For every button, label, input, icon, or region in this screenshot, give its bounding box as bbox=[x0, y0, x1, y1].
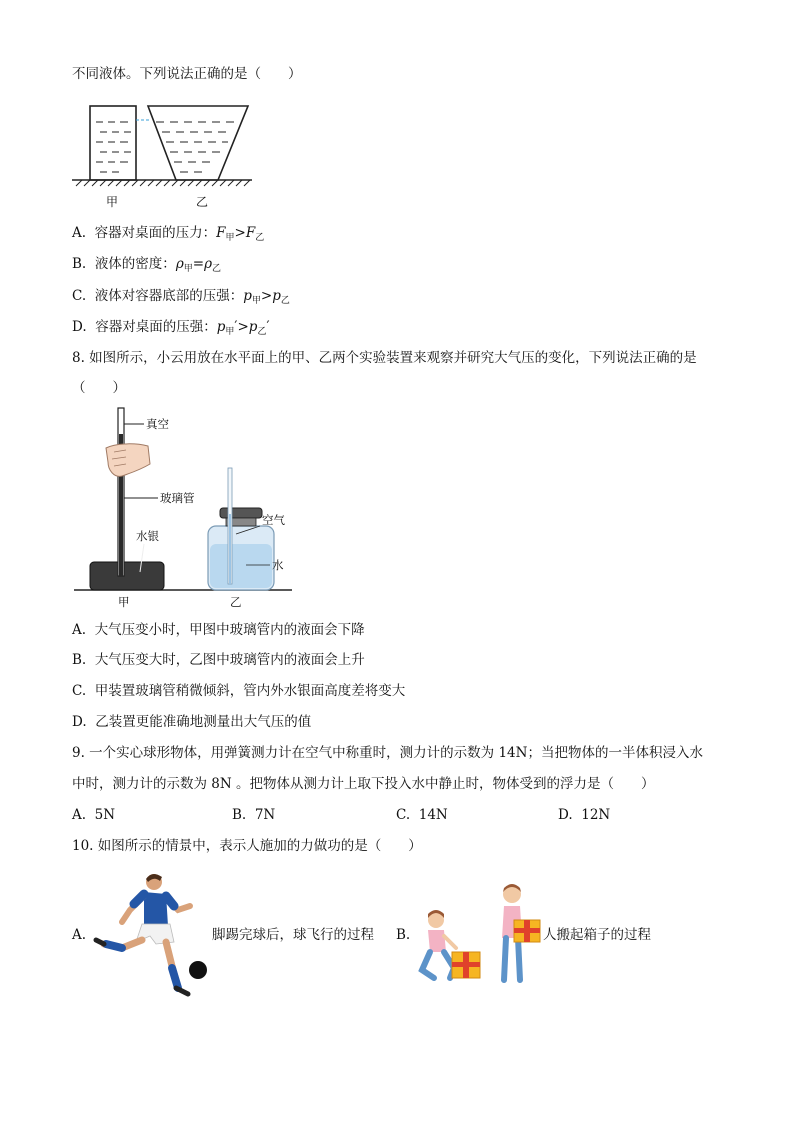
q8-option-b[interactable]: B. 大气压变大时，乙图中玻璃管内的液面会上升 bbox=[72, 652, 365, 668]
q7-option-c[interactable]: C. 液体对容器底部的压强：$p_甲>p_乙$ bbox=[72, 288, 290, 306]
label-glass-tube: 玻璃管 bbox=[160, 491, 195, 505]
soccer-player-illustration bbox=[92, 870, 212, 1002]
q8-option-c[interactable]: C. 甲装置玻璃管稍微倾斜，管内外水银面高度差将变大 bbox=[72, 683, 406, 699]
label-jia: 甲 bbox=[118, 595, 130, 609]
q10-option-a-text[interactable]: 脚踢完球后，球飞行的过程 bbox=[212, 927, 374, 943]
q10-stem: 10. 如图所示的情景中，表示人施加的力做功的是（ ） bbox=[72, 838, 422, 854]
q7-stem: 不同液体。下列说法正确的是（ ） bbox=[72, 66, 302, 82]
q7-option-b[interactable]: B. 液体的密度：$\rho_甲=\rho_乙$ bbox=[72, 256, 222, 274]
q7-label-yi: 乙 bbox=[196, 195, 209, 209]
q9-stem-line1: 9. 一个实心球形物体，用弹簧测力计在空气中称重时，测力计的示数为 14N；当把物体的一半体积浸入水 bbox=[72, 745, 703, 761]
q9-stem-line2: 中时，测力计的示数为 8N 。把物体从测力计上取下投入水中静止时，物体受到的浮力是（ ） bbox=[72, 776, 655, 792]
q9-option-d[interactable]: D. 12N bbox=[558, 807, 611, 823]
q10-option-b-letter[interactable]: B. bbox=[396, 927, 411, 943]
q9-option-c[interactable]: C. 14N bbox=[396, 807, 448, 823]
label-mercury: 水银 bbox=[136, 529, 159, 543]
q9-option-b[interactable]: B. 7N bbox=[232, 807, 276, 823]
q7-label-jia: 甲 bbox=[106, 195, 119, 209]
label-water: 水 bbox=[272, 558, 284, 572]
q8-barometer-figure bbox=[70, 404, 370, 614]
lifting-box-illustration bbox=[414, 880, 544, 986]
q9-option-a[interactable]: A. 5N bbox=[72, 807, 116, 823]
q8-option-d[interactable]: D. 乙装置更能准确地测量出大气压的值 bbox=[72, 714, 312, 730]
q10-option-a-letter[interactable]: A. bbox=[72, 927, 87, 943]
label-vacuum: 真空 bbox=[146, 417, 169, 431]
q8-stem-line1: 8. 如图所示，小云用放在水平面上的甲、乙两个实验装置来观察并研究大气压的变化，下列说法正确的是 bbox=[72, 350, 697, 366]
q7-option-a[interactable]: A. 容器对桌面的压力：$F_甲>F_乙$ bbox=[72, 225, 265, 243]
q7-option-d[interactable]: D. 容器对桌面的压强：$p_甲'>p_乙'$ bbox=[72, 319, 270, 337]
label-yi: 乙 bbox=[230, 595, 242, 609]
q8-option-a[interactable]: A. 大气压变小时，甲图中玻璃管内的液面会下降 bbox=[72, 622, 365, 638]
q7-containers-figure bbox=[70, 96, 260, 211]
q10-option-b-text[interactable]: 人搬起箱子的过程 bbox=[543, 927, 651, 943]
q8-stem-line2: （ ） bbox=[72, 380, 126, 396]
label-air: 空气 bbox=[262, 513, 285, 527]
